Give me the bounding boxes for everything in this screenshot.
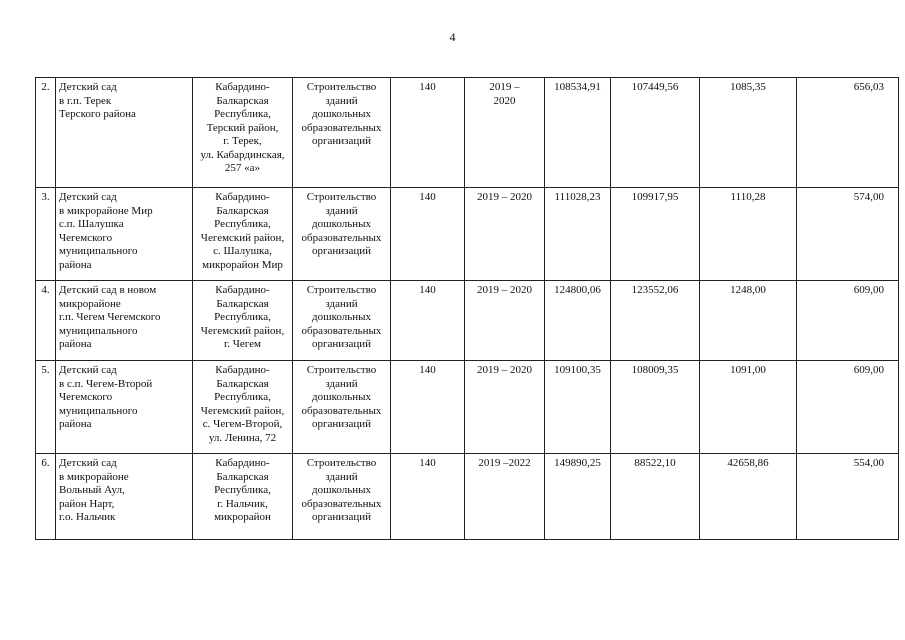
total-cost: 149890,25 bbox=[545, 454, 611, 540]
construction-years: 2019 – 2020 bbox=[465, 361, 545, 454]
capacity-places: 140 bbox=[391, 281, 465, 361]
row-number: 3. bbox=[36, 188, 56, 281]
projects-table bbox=[35, 77, 899, 540]
page-number: 4 bbox=[449, 30, 456, 44]
facility-name: Детский сад в микрорайоне Мир с.п. Шалушка Чегемского муниципального района bbox=[56, 188, 193, 281]
row-number: 5. bbox=[36, 361, 56, 454]
capacity-places: 140 bbox=[391, 454, 465, 540]
federal-funds: 107449,56 bbox=[611, 78, 700, 188]
federal-funds: 108009,35 bbox=[611, 361, 700, 454]
total-cost: 108534,91 bbox=[545, 78, 611, 188]
regional-funds: 1085,35 bbox=[700, 78, 797, 188]
cost-per-place: 609,00 bbox=[797, 361, 899, 454]
regional-funds: 1110,28 bbox=[700, 188, 797, 281]
cost-per-place: 554,00 bbox=[797, 454, 899, 540]
facility-address: Кабардино- Балкарская Республика, Чегемский район, г. Чегем bbox=[193, 281, 293, 361]
facility-address: Кабардино- Балкарская Республика, Терский район, г. Терек, ул. Кабардинская, 257 «а» bbox=[193, 78, 293, 188]
federal-funds: 123552,06 bbox=[611, 281, 700, 361]
facility-name: Детский сад в с.п. Чегем-Второй Чегемского муниципального района bbox=[56, 361, 193, 454]
construction-years: 2019 – 2020 bbox=[465, 78, 545, 188]
project-type: Строительство зданий дошкольных образовательных организаций bbox=[293, 188, 391, 281]
facility-name: Детский сад в г.п. Терек Терского района bbox=[56, 78, 193, 188]
facility-address: Кабардино- Балкарская Республика, Чегемский район, с. Чегем-Второй, ул. Ленина, 72 bbox=[193, 361, 293, 454]
table-row bbox=[36, 454, 899, 540]
regional-funds: 42658,86 bbox=[700, 454, 797, 540]
facility-name: Детский сад в новом микрорайоне г.п. Чегем Чегемского муниципального района bbox=[56, 281, 193, 361]
table-row bbox=[36, 361, 899, 454]
total-cost: 124800,06 bbox=[545, 281, 611, 361]
construction-years: 2019 – 2020 bbox=[465, 188, 545, 281]
facility-name: Детский сад в микрорайоне Вольный Аул, район Нарт, г.о. Нальчик bbox=[56, 454, 193, 540]
table-row bbox=[36, 281, 899, 361]
cost-per-place: 609,00 bbox=[797, 281, 899, 361]
row-number: 4. bbox=[36, 281, 56, 361]
project-type: Строительство зданий дошкольных образовательных организаций bbox=[293, 281, 391, 361]
total-cost: 109100,35 bbox=[545, 361, 611, 454]
regional-funds: 1091,00 bbox=[700, 361, 797, 454]
regional-funds: 1248,00 bbox=[700, 281, 797, 361]
federal-funds: 109917,95 bbox=[611, 188, 700, 281]
table-row bbox=[36, 78, 899, 188]
capacity-places: 140 bbox=[391, 78, 465, 188]
row-number: 2. bbox=[36, 78, 56, 188]
total-cost: 111028,23 bbox=[545, 188, 611, 281]
facility-address: Кабардино- Балкарская Республика, г. Нальчик, микрорайон bbox=[193, 454, 293, 540]
cost-per-place: 574,00 bbox=[797, 188, 899, 281]
project-type: Строительство зданий дошкольных образовательных организаций bbox=[293, 454, 391, 540]
row-number: 6. bbox=[36, 454, 56, 540]
project-type: Строительство зданий дошкольных образовательных организаций bbox=[293, 361, 391, 454]
project-type: Строительство зданий дошкольных образовательных организаций bbox=[293, 78, 391, 188]
table-row bbox=[36, 188, 899, 281]
construction-years: 2019 –2022 bbox=[465, 454, 545, 540]
federal-funds: 88522,10 bbox=[611, 454, 700, 540]
facility-address: Кабардино- Балкарская Республика, Чегемский район, с. Шалушка, микрорайон Мир bbox=[193, 188, 293, 281]
construction-years: 2019 – 2020 bbox=[465, 281, 545, 361]
cost-per-place: 656,03 bbox=[797, 78, 899, 188]
capacity-places: 140 bbox=[391, 188, 465, 281]
capacity-places: 140 bbox=[391, 361, 465, 454]
